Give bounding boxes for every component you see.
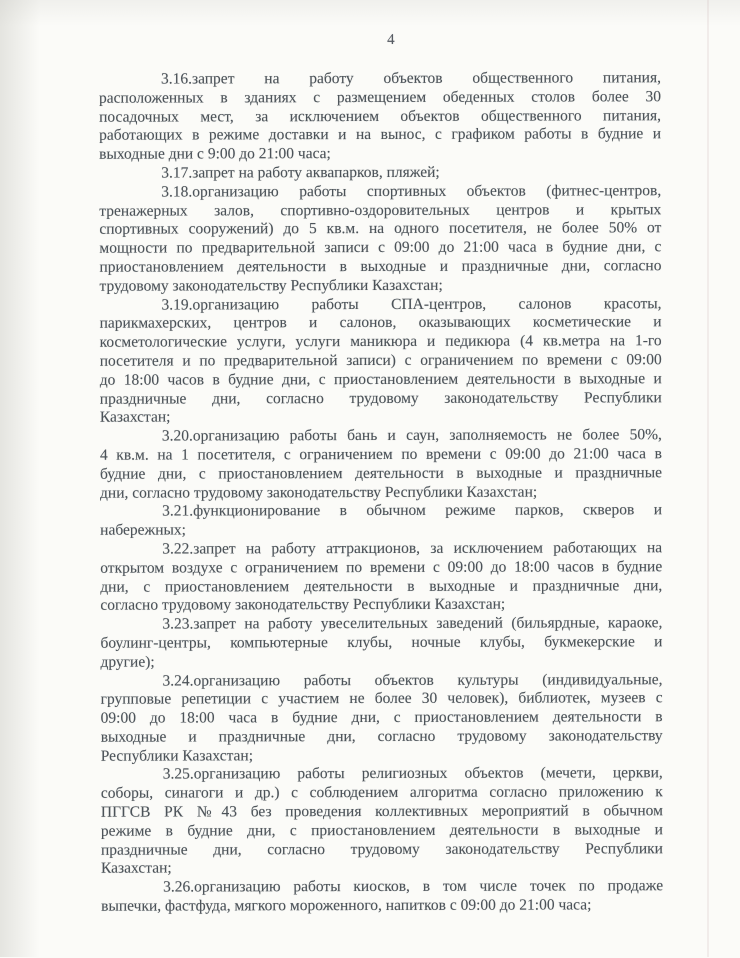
text-line: Республики Казахстан; <box>100 746 254 765</box>
paragraph-3.21 <box>100 502 662 541</box>
document-body <box>99 69 663 916</box>
text-line: Казахстан; <box>99 408 171 427</box>
text-line: Казахстан; <box>100 859 172 878</box>
text-line: праздничные дни, согласно трудовому законодательству Республики <box>99 388 662 408</box>
paragraph-3.26 <box>101 877 663 916</box>
text-line: 3.16.запрет на работу объектов общественного питания, <box>160 69 661 88</box>
text-line: выходные дни с 9:00 до 21:00 часа; <box>99 145 331 163</box>
text-line: будние дни, с приостановлением деятельности в выходные и праздничные <box>99 463 663 483</box>
paragraph-3.19 <box>100 295 662 428</box>
text-line: дни, с приостановлением деятельности в выходные и праздничные дни, <box>100 576 663 596</box>
text-line: трудовому законодательству Республики Казахстан; <box>99 276 443 295</box>
text-line: парикмахерских, центров и салонов, оказывающих косметические и <box>99 313 662 333</box>
paragraph-3.16 <box>99 69 661 164</box>
text-line: соборы, синагоги и др.) с соблюдением алгоритма согласно приложению к <box>100 783 663 802</box>
text-line: согласно трудовому законодательству Республики Казахстан; <box>100 595 506 615</box>
text-line: тренажерных залов, спортивно-оздоровительных центров и крытых <box>99 200 662 220</box>
text-line: косметологические услуги, услуги маникюра и педикюра (4 кв.метра на 1-го <box>99 332 662 351</box>
text-line: до 18:00 часов в будние дни, с приостановлением деятельности в выходные и <box>99 369 662 389</box>
text-line: 3.24.организацию работы объектов культуры (индивидуальные, <box>162 670 663 690</box>
paragraph-3.18 <box>99 182 661 296</box>
text-line: работающих в режиме доставки и на вынос, с графиком работы в будние и <box>99 125 662 145</box>
text-line: посетителя и по предварительной записи) с ограничением по времени с 09:00 <box>99 351 662 370</box>
text-line: 3.20.организацию работы бань и саун, заполняемость не более 50%, <box>161 426 662 445</box>
text-line: выпечки, фастфуда, мягкого мороженного, напитков с 09:00 до 21:00 часа; <box>101 896 592 915</box>
text-line: дни, согласно трудовому законодательству Республики Казахстан; <box>100 483 538 502</box>
text-line: 3.17.запрет на работу аквапарков, пляжей; <box>161 163 440 182</box>
text-line: мощности по предварительной записи с 09:00 до 21:00 часа в будние дни, с <box>99 238 662 257</box>
text-line: 3.18.организацию работы спортивных объектов (фитнес-центров, <box>161 182 662 201</box>
paragraph-3.24 <box>101 671 663 766</box>
text-line: открытом воздухе с ограничением по времени с 09:00 до 18:00 часов в будние <box>100 557 663 577</box>
text-line: боулинг-центры, компьютерные клубы, ночные клубы, букмекерские и <box>100 633 663 652</box>
text-line: ПГГСВ РК №43 без проведения коллективных мероприятий в обычном <box>100 802 663 821</box>
text-line: 09:00 до 18:00 часа в будние дни, с приостановлением деятельности в <box>100 708 663 727</box>
paragraph-3.22 <box>100 539 662 616</box>
text-line: другие); <box>100 653 155 671</box>
page-number: 4 <box>387 31 395 48</box>
text-line: 3.23.запрет на работу увеселительных заведений (бильярдные, караоке, <box>162 614 663 633</box>
text-line: 3.22.запрет на работу аттракционов, за исключением работающих на <box>162 539 663 558</box>
text-line: 3.21.функционирование в обычном режиме парков, скверов и <box>162 501 663 520</box>
text-line: посадочных мест, за исключением объектов общественного питания, <box>99 106 662 126</box>
text-line: 3.19.организацию работы СПА-центров, салонов красоты, <box>161 294 662 314</box>
paragraph-3.23 <box>100 614 662 672</box>
text-line: приостановлением деятельности в выходные и праздничные дни, согласно <box>99 257 662 276</box>
text-line: набережных; <box>100 521 187 539</box>
paragraph-3.25 <box>101 765 663 879</box>
text-line: выходные и праздничные дни, согласно трудовому законодательству <box>100 727 663 746</box>
paragraph-3.17 <box>99 163 661 183</box>
text-line: спортивных сооружений) до 5 кв.м. на одного посетителя, не более 50% от <box>99 219 662 239</box>
text-line: режиме в будние дни, с приостановлением деятельности в выходные и <box>100 821 663 840</box>
text-line: расположенных в зданиях с размещением обеденных столов более 30 <box>98 88 662 107</box>
text-line: групповые репетиции с участием не более 30 человек), библиотек, музеев с <box>100 689 663 709</box>
text-line: 4 кв.м. на 1 посетителя, с ограничением по времени с 09:00 до 21:00 часа в <box>99 445 662 464</box>
text-line: праздничные дни, согласно трудовому законодательству Республики <box>100 839 663 859</box>
text-line: 3.25.организацию работы религиозных объектов (мечети, церкви, <box>162 764 663 784</box>
text-line: 3.26.организацию работы киосков, в том числе точек по продаже <box>163 877 664 896</box>
paragraph-3.20 <box>100 426 662 503</box>
